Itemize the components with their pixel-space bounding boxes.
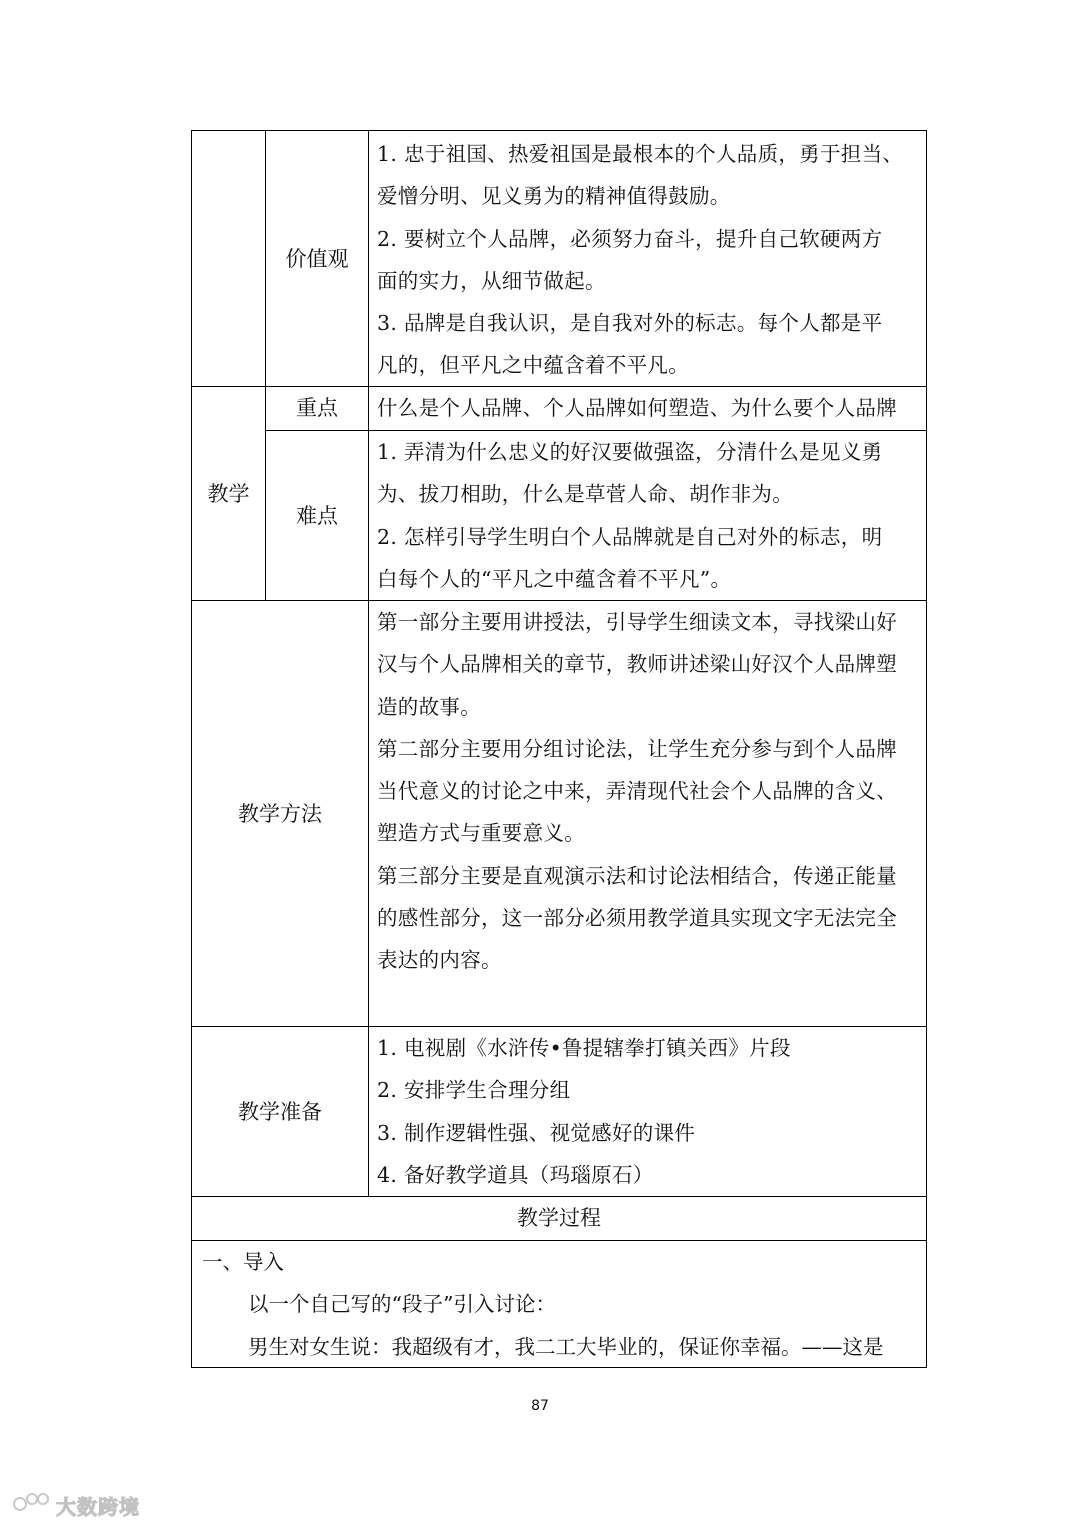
prep-label: 教学准备: [238, 1100, 322, 1124]
key-point-label-cell: [265, 386, 369, 431]
difficulty-line: 2. 怎样引导学生明白个人品牌就是自己对外的标志，明: [377, 524, 883, 549]
values-line: 1. 忠于祖国、热爱祖国是最根本的个人品质，勇于担当、: [377, 142, 904, 166]
page-number: 87: [531, 1398, 549, 1414]
methods-content-cell: [368, 600, 927, 1027]
process-content-cell: [191, 1240, 927, 1368]
prep-label-cell: [191, 1026, 369, 1197]
process-header: 教学过程: [517, 1206, 601, 1230]
prep-line: 1. 电视剧《水浒传•鲁提辖拳打镇关西》片段: [377, 1036, 791, 1060]
teaching-label-cell: [191, 386, 266, 601]
values-line: 爱憎分明、见义勇为的精神值得鼓励。: [377, 184, 731, 209]
prep-content-cell: [368, 1026, 927, 1197]
key-point-content-cell: [368, 386, 927, 431]
methods-line: 的感性部分，这一部分必须用教学道具实现文字无法完全: [377, 906, 897, 931]
lesson-plan-table: [191, 130, 927, 1368]
process-line: 男生对女生说：我超级有才，我二工大毕业的，保证你幸福。——这是: [248, 1334, 884, 1359]
difficulty-label-cell: [265, 430, 369, 601]
methods-line: 汉与个人品牌相关的章节，教师讲述梁山好汉个人品牌塑: [377, 652, 897, 677]
methods-label-cell: [191, 600, 369, 1027]
methods-line: 塑造方式与重要意义。: [377, 821, 585, 846]
difficulty-content-cell: [368, 430, 927, 601]
methods-line: 第二部分主要用分组讨论法，让学生充分参与到个人品牌: [377, 736, 897, 761]
difficulty-line: 为、拔刀相助，什么是草菅人命、胡作非为。: [377, 482, 793, 507]
methods-line: 第一部分主要用讲授法，引导学生细读文本，寻找梁山好: [377, 610, 897, 634]
prep-line: 4. 备好教学道具（玛瑙原石）: [377, 1162, 654, 1187]
values-line: 面的实力，从细节做起。: [377, 268, 606, 293]
methods-line: 当代意义的讨论之中来，弄清现代社会个人品牌的含义、: [377, 779, 897, 804]
process-line: 以一个自己写的“段子”引入讨论：: [248, 1292, 556, 1317]
brand-logo-icon: [12, 1490, 52, 1520]
prep-line: 3. 制作逻辑性强、视觉感好的课件: [377, 1120, 696, 1145]
values-label-cell: [265, 130, 369, 387]
process-header-cell: [191, 1196, 927, 1241]
values-line: 凡的，但平凡之中蕴含着不平凡。: [377, 353, 689, 378]
methods-line: 表达的内容。: [377, 948, 502, 973]
teaching-label: 教学: [207, 482, 250, 506]
values-line: 3. 品牌是自我认识，是自我对外的标志。每个人都是平: [377, 311, 883, 336]
difficulty-label: 难点: [296, 504, 338, 528]
difficulty-line: 1. 弄清为什么忠义的好汉要做强盗，分清什么是见义勇: [377, 440, 883, 464]
methods-line: 造的故事。: [377, 694, 481, 719]
watermark-text: 大数跨境: [56, 1494, 140, 1519]
process-line: 一、导入: [202, 1250, 284, 1274]
difficulty-line: 白每个人的“平凡之中蕴含着不平凡”。: [377, 566, 732, 591]
key-point-text: 什么是个人品牌、个人品牌如何塑造、为什么要个人品牌: [377, 396, 897, 420]
prep-line: 2. 安排学生合理分组: [377, 1078, 571, 1103]
watermark: [12, 1490, 140, 1520]
values-label: 价值观: [285, 247, 349, 271]
values-content-cell: [368, 130, 927, 387]
values-line: 2. 要树立个人品牌，必须努力奋斗，提升自己软硬两方: [377, 226, 883, 251]
key-point-label: 重点: [296, 396, 338, 420]
left-merged-cell-top: [191, 130, 266, 387]
methods-line: 第三部分主要是直观演示法和讨论法相结合，传递正能量: [377, 863, 897, 888]
methods-label: 教学方法: [238, 802, 322, 826]
